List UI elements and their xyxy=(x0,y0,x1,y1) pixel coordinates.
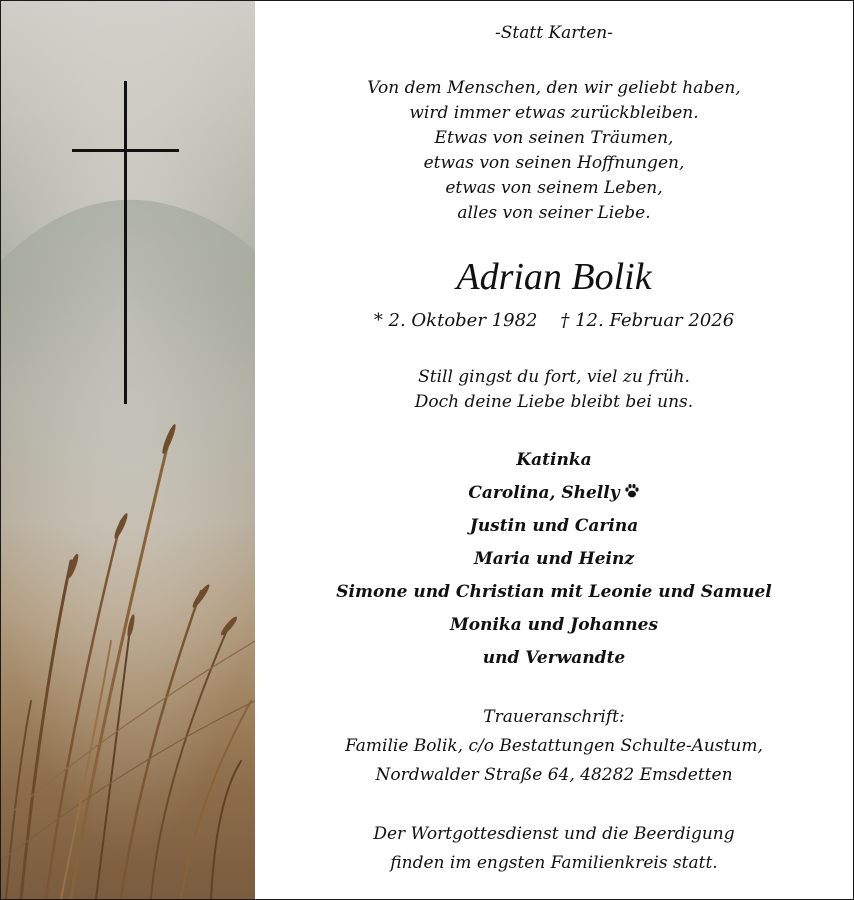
mourner-name xyxy=(255,483,853,503)
mourner-name: Maria und Heinz xyxy=(473,549,635,569)
life-dates xyxy=(255,310,853,331)
poem-line: alles von seiner Liebe. xyxy=(457,203,651,223)
mourner-name: Katinka xyxy=(516,450,592,470)
mourner-name: Simone und Christian mit Leonie und Samuel xyxy=(336,582,772,602)
mourner-name: Justin und Carina xyxy=(469,516,639,536)
notice-line: Der Wortgottesdienst und die Beerdigung xyxy=(373,824,735,844)
address-line: Nordwalder Straße 64, 48282 Emsdetten xyxy=(375,765,733,785)
address-label: Traueranschrift: xyxy=(483,707,625,727)
paw-icon xyxy=(624,483,640,499)
address-line: Familie Bolik, c/o Bestattungen Schulte-Austum, xyxy=(345,736,763,756)
death-date: † 12. Februar 2026 xyxy=(560,310,735,331)
notice-line: finden im engsten Familienkreis statt. xyxy=(390,853,718,873)
poem-line: etwas von seinen Hoffnungen, xyxy=(423,153,685,173)
birth-date: * 2. Oktober 1982 xyxy=(373,310,538,331)
verse-line: Doch deine Liebe bleibt bei uns. xyxy=(414,392,694,412)
deceased-name: Adrian Bolik xyxy=(456,256,652,298)
cross-icon xyxy=(1,1,255,899)
obituary-text xyxy=(255,1,853,899)
verse-line: Still gingst du fort, viel zu früh. xyxy=(418,367,690,387)
statt-karten-header: -Statt Karten- xyxy=(495,23,613,43)
poem-line: Etwas von seinen Träumen, xyxy=(434,128,674,148)
grass-photo xyxy=(1,1,255,899)
poem-line: wird immer etwas zurückbleiben. xyxy=(409,103,699,123)
poem-line: etwas von seinem Leben, xyxy=(445,178,663,198)
mourner-text: Carolina, Shelly xyxy=(468,483,620,503)
mourner-name: und Verwandte xyxy=(482,648,626,668)
poem-line: Von dem Menschen, den wir geliebt haben, xyxy=(367,78,741,98)
mourner-name: Monika und Johannes xyxy=(449,615,659,635)
